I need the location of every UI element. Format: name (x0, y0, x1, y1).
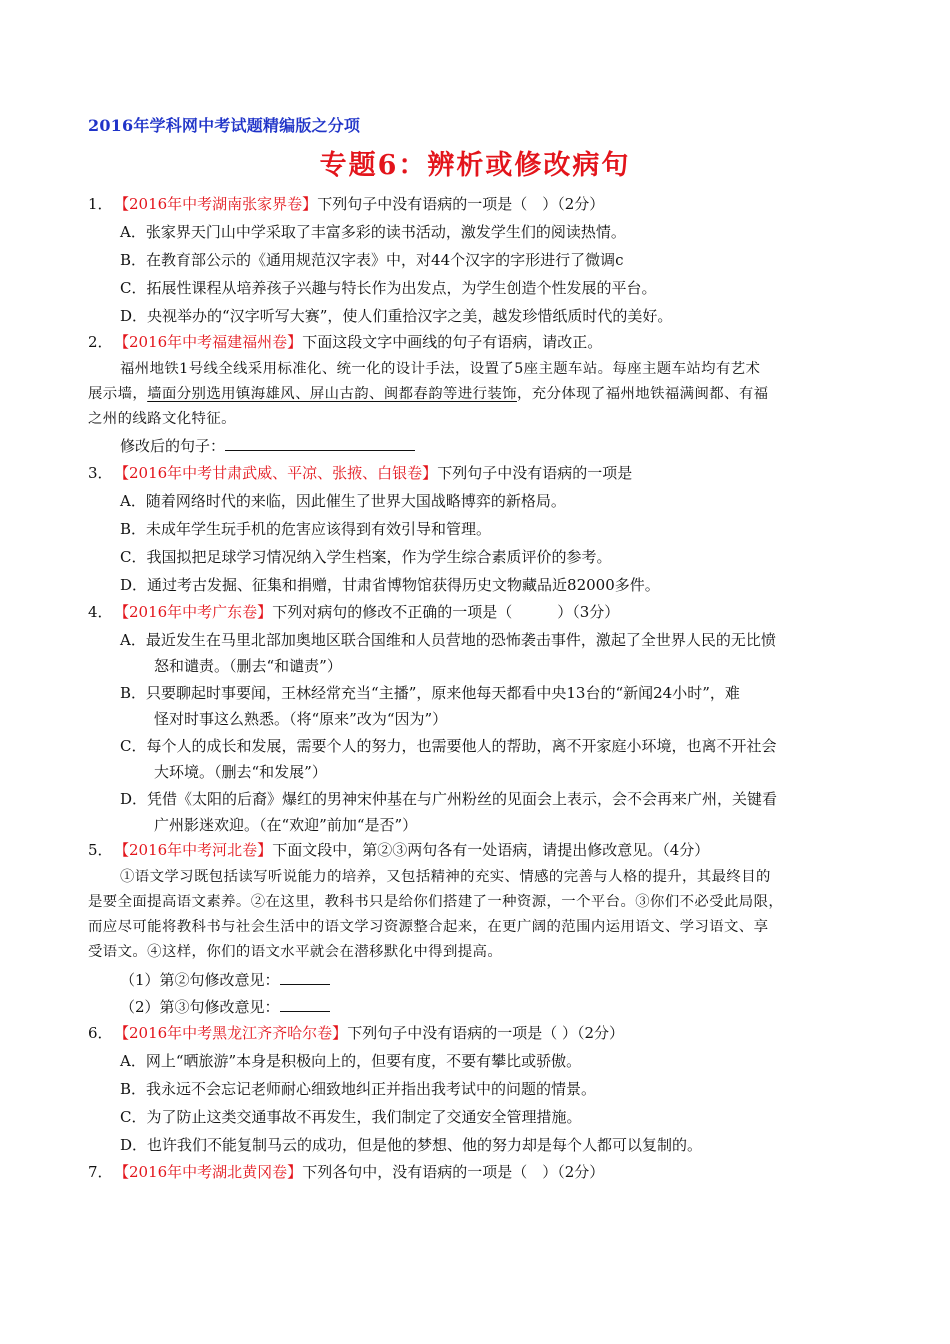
question-source: 【2016年中考河北卷】 (114, 841, 273, 859)
option-d: D．也许我们不能复制马云的成功，但是他的梦想、他的努力却是每个人都可以复制的。 (120, 1136, 703, 1154)
passage-line: 是要全面提高语文素养。②在这里，教科书只是给你们搭建了一种资源，一个平台。③你们不必受此局限， (88, 894, 784, 910)
option-b: B．未成年学生玩手机的危害应该得到有效引导和管理。 (120, 520, 492, 538)
answer-line-1 (120, 970, 330, 990)
question-stem: 下列对病句的修改不正确的一项是（ ）（3分） (272, 603, 620, 621)
question-stem: 下面文段中，第②③两句各有一处语病，请提出修改意见。（4分） (272, 841, 710, 859)
question-source: 【2016年中考湖北黄冈卷】 (114, 1163, 303, 1181)
answer-line (120, 436, 415, 456)
question-5 (88, 840, 709, 860)
answer-line-2 (120, 997, 330, 1017)
question-number: 6． (88, 1024, 113, 1042)
question-number: 2． (88, 333, 113, 351)
option-d: D．通过考古发掘、征集和捐赠，甘肃省博物馆获得历史文物藏品近82000多件。 (120, 576, 660, 594)
question-stem: 下列句子中没有语病的一项是（ ）（2分） (347, 1024, 625, 1042)
underlined-sentence: 墙面分别选用镇海雄风、屏山古韵、闽都春韵等进行装饰 (147, 386, 517, 402)
question-2 (88, 332, 602, 352)
passage-line: 而应尽可能将教科书与社会生活中的语文学习资源整合起来，在更广阔的范围内运用语文、学习语文、享 (88, 919, 769, 935)
answer-label: （1）第②句修改意见： (120, 971, 280, 989)
answer-label: 修改后的句子： (120, 437, 226, 455)
question-6 (88, 1023, 624, 1043)
question-stem: 下列句子中没有语病的一项是 (437, 464, 633, 482)
question-source: 【2016年中考广东卷】 (114, 603, 273, 621)
collection-header: 2016年学科网中考试题精编版之分项 (88, 116, 361, 135)
passage-text: ，充分体现了福州地铁福满闽都、有福 (516, 386, 769, 402)
answer-blank[interactable] (225, 436, 415, 451)
option-d: D．凭借《太阳的后裔》爆红的男神宋仲基在与广州粉丝的见面会上表示，会不会再来广州，关键看 (120, 790, 778, 808)
question-stem: 下面这段文字中画线的句子有语病，请改正。 (302, 333, 603, 351)
option-a: A．张家界天门山中学采取了丰富多彩的读书活动，激发学生们的阅读热情。 (120, 223, 626, 241)
page-title: 专题6：辨析或修改病句 (319, 150, 631, 181)
option-d: D．央视举办的“汉字听写大赛”，使人们重拾汉字之美，越发珍惜纸质时代的美好。 (120, 307, 673, 325)
question-source: 【2016年中考福建福州卷】 (114, 333, 303, 351)
option-c: C．拓展性课程从培养孩子兴趣与特长作为出发点，为学生创造个性发展的平台。 (120, 279, 657, 297)
question-stem: 下列句子中没有语病的一项是（ ）（2分） (317, 195, 605, 213)
option-b: B．我永远不会忘记老师耐心细致地纠正并指出我考试中的问题的情景。 (120, 1080, 597, 1098)
option-a: A．随着网络时代的来临，因此催生了世界大国战略博弈的新格局。 (120, 492, 566, 510)
question-source: 【2016年中考黑龙江齐齐哈尔卷】 (114, 1024, 348, 1042)
answer-label: （2）第③句修改意见： (120, 998, 280, 1016)
option-a: A．网上“晒旅游”本身是积极向上的，但要有度，不要有攀比或骄傲。 (120, 1052, 582, 1070)
question-number: 4． (88, 603, 113, 621)
passage-line (88, 384, 768, 404)
option-c: C．为了防止这类交通事故不再发生，我们制定了交通安全管理措施。 (120, 1108, 582, 1126)
question-stem: 下列各句中，没有语病的一项是（ ）（2分） (302, 1163, 605, 1181)
question-3 (88, 463, 632, 483)
answer-blank[interactable] (280, 997, 330, 1012)
question-4 (88, 602, 619, 622)
passage-text: 展示墙， (88, 386, 148, 402)
question-1 (88, 194, 604, 214)
question-source: 【2016年中考湖南张家界卷】 (114, 195, 318, 213)
question-number: 1． (88, 195, 113, 213)
option-c: C．每个人的成长和发展，需要个人的努力，也需要他人的帮助，离不开家庭小环境，也离不开社会 (120, 737, 777, 755)
option-b-continued: 怪对时事这么熟悉。（将“原来”改为“因为”） (154, 710, 448, 728)
passage-line: 之州的线路文化特征。 (88, 411, 236, 427)
answer-blank[interactable] (280, 970, 330, 985)
question-source: 【2016年中考甘肃武威、平凉、张掖、白银卷】 (114, 464, 438, 482)
option-d-continued: 广州影迷欢迎。（在“欢迎”前加“是否”） (154, 816, 418, 834)
option-c: C．我国拟把足球学习情况纳入学生档案，作为学生综合素质评价的参考。 (120, 548, 612, 566)
passage-line: 受语文。④这样，你们的语文水平就会在潜移默化中得到提高。 (88, 944, 503, 960)
question-number: 3． (88, 464, 113, 482)
option-b: B．只要聊起时事要闻，王林经常充当“主播”，原来他每天都看中央13台的“新闻24小时”，难 (120, 684, 740, 702)
option-c-continued: 大环境。（删去“和发展”） (154, 763, 327, 781)
option-a-continued: 怒和谴责。（删去“和谴责”） (154, 657, 342, 675)
passage-line: ①语文学习既包括读写听说能力的培养，又包括精神的充实、情感的完善与人格的提升，其最终目的 (120, 869, 771, 885)
question-7 (88, 1162, 604, 1182)
question-number: 5． (88, 841, 113, 859)
passage-line: 福州地铁1号线全线采用标准化、统一化的设计手法，设置了5座主题车站。每座主题车站均有艺术 (120, 361, 761, 377)
question-number: 7． (88, 1163, 113, 1181)
option-a: A．最近发生在马里北部加奥地区联合国维和人员营地的恐怖袭击事件，激起了全世界人民的无比愤 (120, 631, 776, 649)
option-b: B．在教育部公示的《通用规范汉字表》中，对44个汉字的字形进行了微调c (120, 251, 624, 269)
